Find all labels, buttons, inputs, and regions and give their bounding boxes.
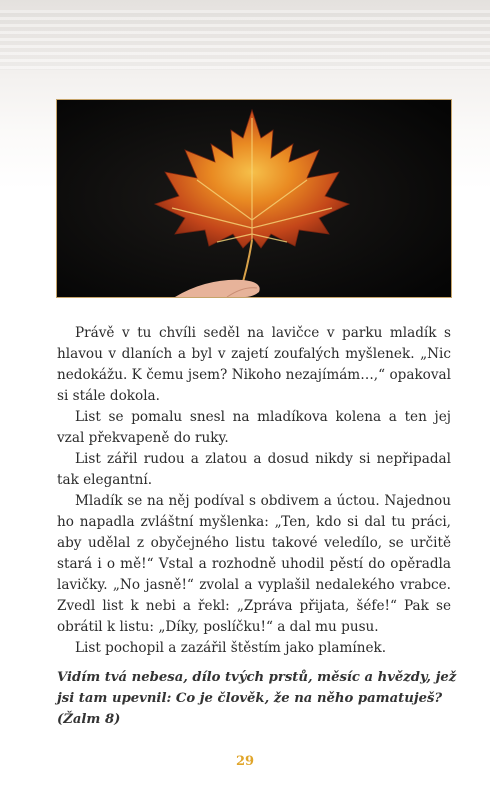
page-number: 29 [235, 754, 255, 769]
paragraph: Právě v tu chvíli seděl na lavičce v parku mladík s hlavou v dlaních a byl v zajetí zoufalých myšlenek. „Nic nedokážu. K čemu jsem? Nikoho nezajímám…,“ opakoval si stále dokola. [57, 325, 451, 404]
maple-leaf-icon [57, 100, 451, 297]
paragraph: Mladík se na něj podíval s obdivem a úctou. Najednou ho napadla zvláštní myšlenka: „Ten, kdo si dal tu práci, aby udělal z obyčejného listu takové veledílo, se určitě stará i o mě!“ Vstal a rozhodně uhodil pěstí do opěradla lavičky. „No jasně!“ zvolal a vyplašil nedalekého vrabce. Zvedl list k nebi a řekl: „Zpráva přijata, šéfe!“ Pak se obrátil k listu: „Díky, poslíčku!“ a dal mu pusu. [57, 493, 451, 635]
paragraph: List pochopil a zazářil štěstím jako plamínek. [75, 640, 387, 656]
story-text [57, 323, 451, 659]
maple-leaf-photo [57, 100, 451, 297]
paragraph: List se pomalu snesl na mladíkova kolena a ten jej vzal překvapeně do ruky. [57, 409, 451, 446]
psalm-quote: Vidím tvá nebesa, dílo tvých prstů, měsíc a hvězdy, jež jsi tam upevnil: Co je člověk, že na něho pamatuješ? (Žalm 8) [57, 670, 457, 727]
paragraph: List zářil rudou a zlatou a dosud nikdy si nepřipadal tak elegantní. [57, 451, 451, 488]
